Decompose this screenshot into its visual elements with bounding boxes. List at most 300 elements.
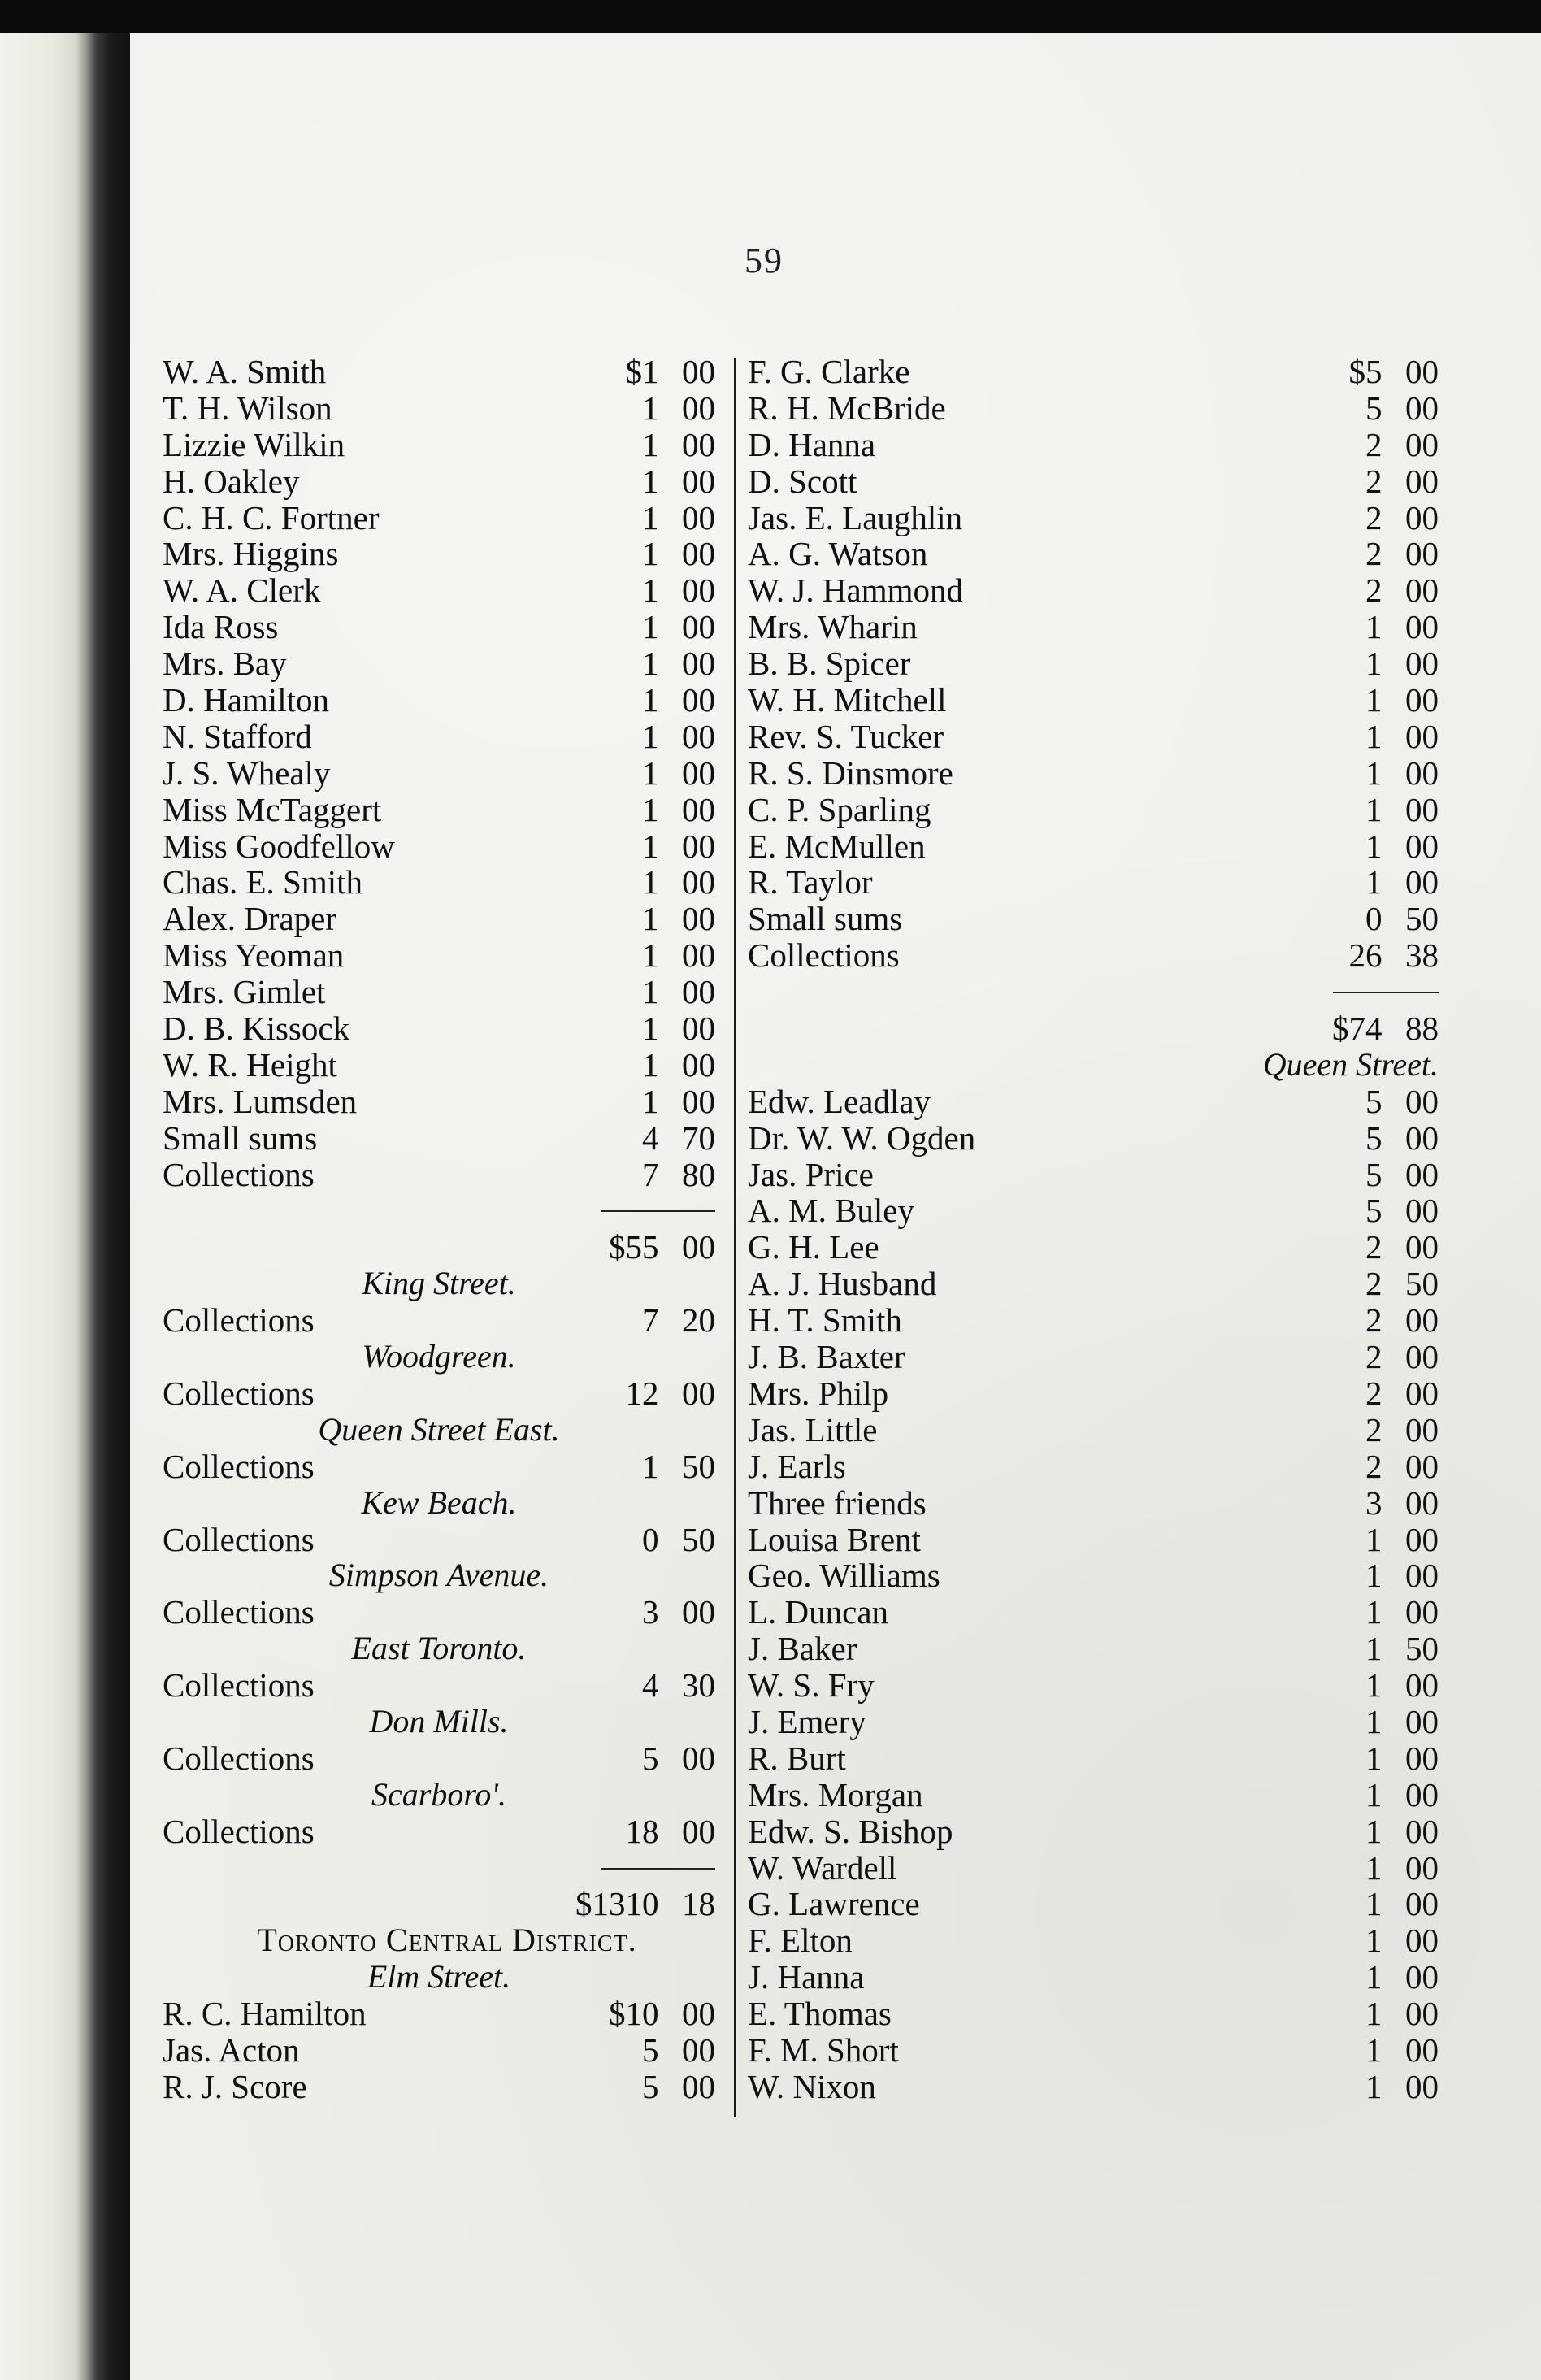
amount-dollars: 2 [1365, 1447, 1383, 1485]
ledger-entry [163, 1302, 849, 1339]
amount [1296, 1120, 1439, 1157]
amount-cents: 00 [1405, 1922, 1439, 1960]
amount [1296, 609, 1439, 645]
amount [573, 1375, 715, 1412]
amount [1296, 1850, 1439, 1887]
amount-cents: 00 [1405, 717, 1439, 755]
amount [573, 536, 715, 572]
amount-dollars: 1 [642, 681, 659, 719]
contributor-name: J. B. Baxter [748, 1338, 905, 1376]
ledger-entry [748, 1120, 1439, 1157]
amount [573, 1667, 715, 1704]
amount-dollars: 1 [1365, 1812, 1383, 1850]
ledger-entry [163, 719, 849, 755]
amount-dollars: 1 [642, 827, 659, 865]
amount-dollars: 5 [642, 2030, 659, 2069]
amount-dollars: 1 [642, 608, 659, 646]
amount-cents: 00 [682, 1812, 715, 1850]
amount-dollars: 1 [1365, 863, 1383, 901]
contributor-name: Mrs. Philp [748, 1374, 889, 1412]
ledger-entry [163, 2032, 849, 2069]
section-heading [163, 1704, 849, 1740]
ledger-entry [748, 1631, 1439, 1667]
amount-cents: 00 [1405, 1702, 1439, 1740]
ledger-entry [748, 463, 1439, 500]
amount [573, 1047, 715, 1084]
contributor-name: Louisa Brent [748, 1520, 921, 1558]
amount-dollars: $1 [625, 353, 659, 390]
amount [1296, 864, 1439, 901]
amount-cents: 00 [682, 2030, 715, 2069]
amount-cents: 00 [1405, 571, 1439, 610]
section-heading-text: Woodgreen. [362, 1338, 516, 1375]
amount-cents: 00 [682, 1739, 715, 1777]
section-heading-text: Don Mills. [369, 1702, 509, 1739]
amount [1296, 500, 1439, 536]
contributor-name: C. H. C. Fortner [163, 498, 380, 536]
ledger-entry [748, 500, 1439, 536]
contributor-name: Alex. Draper [163, 900, 337, 938]
subtotal-row [163, 1886, 849, 1922]
amount [1296, 536, 1439, 572]
contributor-name: Collections [163, 1374, 315, 1412]
amount-cents: 00 [682, 1082, 715, 1120]
amount-dollars: 2 [1365, 571, 1383, 610]
amount [1296, 1959, 1439, 1996]
contributor-name: J. Hanna [748, 1958, 865, 1996]
amount [1296, 1485, 1439, 1522]
amount-cents: 00 [1405, 645, 1439, 683]
section-heading-text: Elm Street. [367, 1958, 511, 1996]
amount [1296, 1886, 1439, 1922]
amount [1296, 1667, 1439, 1704]
contributor-name: Collections [163, 1301, 315, 1340]
contributor-name: R. Burt [748, 1739, 846, 1777]
amount-cents: 00 [1405, 2030, 1439, 2069]
amount-dollars: 4 [642, 1666, 659, 1705]
contributor-name: E. McMullen [748, 827, 926, 865]
amount-cents: 00 [1405, 389, 1439, 427]
section-heading [163, 1485, 849, 1522]
amount [573, 1740, 715, 1777]
amount-cents: 00 [1405, 1885, 1439, 1923]
amount [573, 1157, 715, 1193]
amount [1296, 1192, 1439, 1229]
ledger-entry [748, 792, 1439, 828]
amount-dollars: 1 [1365, 1995, 1383, 2033]
amount-dollars: 1 [642, 425, 659, 463]
contributor-name: W. H. Mitchell [748, 681, 947, 719]
amount [1296, 937, 1439, 974]
contributor-name: L. Duncan [748, 1593, 889, 1631]
amount-cents: 00 [682, 571, 715, 610]
section-heading [163, 1959, 849, 1996]
amount-dollars: 1 [642, 900, 659, 938]
contributor-name: W. S. Fry [748, 1666, 875, 1705]
amount-dollars: 1 [1365, 645, 1383, 683]
amount-dollars: 2 [1365, 1410, 1383, 1448]
amount [1296, 390, 1439, 427]
amount [573, 1229, 715, 1266]
ledger-entry [163, 1996, 849, 2032]
contributor-name: Three friends [748, 1483, 927, 1522]
ledger-entry [163, 1157, 849, 1193]
contributor-name: Jas. Price [748, 1155, 874, 1193]
amount-cents: 70 [682, 1118, 715, 1157]
amount [573, 2032, 715, 2069]
amount [573, 864, 715, 901]
amount-cents: 50 [1405, 900, 1439, 938]
amount [1296, 1704, 1439, 1740]
amount [1296, 354, 1439, 390]
amount-cents: 50 [682, 1447, 715, 1485]
contributor-name: Geo. Williams [748, 1557, 940, 1595]
sum-rule [163, 1192, 849, 1229]
amount-cents: 00 [1405, 1228, 1439, 1266]
contributor-name: Mrs. Morgan [748, 1775, 923, 1813]
amount-dollars: 1 [1365, 1775, 1383, 1813]
contributor-name: N. Stafford [163, 717, 312, 755]
ledger-entry [748, 1557, 1439, 1594]
amount [573, 682, 715, 719]
sum-rule-line [1333, 992, 1439, 993]
amount-cents: 00 [1405, 1118, 1439, 1157]
amount-dollars: 2 [1365, 1265, 1383, 1303]
amount-dollars: 1 [642, 973, 659, 1011]
amount-cents: 38 [1405, 936, 1439, 975]
ledger-entry [748, 1813, 1439, 1850]
contributor-name: Rev. S. Tucker [748, 717, 944, 755]
amount-dollars: 1 [642, 936, 659, 975]
contributor-name: R. S. Dinsmore [748, 754, 953, 792]
amount-cents: 00 [682, 863, 715, 901]
amount-cents: 00 [1405, 2067, 1439, 2105]
contributor-name: G. H. Lee [748, 1228, 879, 1266]
amount-dollars: 0 [1365, 900, 1383, 938]
amount-cents: 00 [682, 717, 715, 755]
amount [573, 572, 715, 609]
amount [1296, 1922, 1439, 1959]
section-heading [163, 1777, 849, 1813]
amount-cents: 30 [682, 1666, 715, 1705]
contributor-name: R. C. Hamilton [163, 1995, 367, 2033]
ledger-entry [163, 1813, 849, 1850]
ledger-entry [748, 1740, 1439, 1777]
amount-dollars: 7 [642, 1155, 659, 1193]
ledger-entry [748, 1886, 1439, 1922]
amount-dollars: 5 [642, 1739, 659, 1777]
amount [1296, 1157, 1439, 1193]
ledger-entry [163, 645, 849, 682]
amount-cents: 00 [682, 827, 715, 865]
ledger-entry [163, 463, 849, 500]
amount [573, 463, 715, 500]
contributor-name: Collections [163, 1812, 315, 1850]
amount-dollars: 1 [642, 571, 659, 610]
ledger-entry [748, 1229, 1439, 1266]
amount-dollars: 2 [1365, 535, 1383, 573]
amount-dollars: 1 [642, 1447, 659, 1485]
amount-cents: 00 [1405, 1410, 1439, 1448]
sum-rule [748, 974, 1439, 1010]
amount [573, 1594, 715, 1631]
ledger-entry [748, 1448, 1439, 1485]
amount [1296, 1375, 1439, 1412]
contributor-name: Collections [748, 936, 900, 975]
contributor-name: Small sums [163, 1118, 318, 1157]
amount-cents: 00 [1405, 1374, 1439, 1412]
amount-dollars: 2 [1365, 425, 1383, 463]
amount [1296, 1010, 1439, 1047]
amount-dollars: 1 [1365, 1702, 1383, 1740]
amount-cents: 00 [1405, 1995, 1439, 2033]
amount-dollars: 26 [1348, 936, 1383, 975]
amount-cents: 00 [1405, 1958, 1439, 1996]
contributor-name: W. Wardell [748, 1848, 897, 1887]
ledger-entry [163, 1740, 849, 1777]
ledger-entry [163, 682, 849, 719]
amount-dollars: 1 [642, 1045, 659, 1084]
amount [573, 1120, 715, 1157]
amount-cents: 00 [1405, 425, 1439, 463]
amount-dollars: 1 [642, 790, 659, 828]
amount [1296, 755, 1439, 792]
ledger-entry [748, 2032, 1439, 2069]
contributor-name: A. G. Watson [748, 535, 928, 573]
contributor-name: Edw. S. Bishop [748, 1812, 953, 1850]
contributor-name: J. Baker [748, 1630, 857, 1668]
district-heading [163, 1922, 849, 1959]
amount [1296, 1302, 1439, 1339]
amount-dollars: 1 [642, 754, 659, 792]
contributor-name: H. T. Smith [748, 1301, 902, 1340]
amount [1296, 901, 1439, 937]
amount-dollars: 1 [1365, 827, 1383, 865]
section-heading-text: Queen Street East. [318, 1410, 560, 1448]
ledger-entry [163, 1047, 849, 1084]
amount-cents: 00 [682, 498, 715, 536]
contributor-name: Miss Yeoman [163, 936, 345, 975]
amount-cents: 00 [1405, 1739, 1439, 1777]
ledger-entry [163, 500, 849, 536]
amount [1296, 1813, 1439, 1850]
amount [1296, 1631, 1439, 1667]
amount-cents: 00 [1405, 681, 1439, 719]
subtotal-row [748, 1010, 1439, 1047]
left-column [163, 354, 849, 2105]
amount [1296, 2069, 1439, 2105]
contributor-name: Small sums [748, 900, 903, 938]
contributor-name: Ida Ross [163, 608, 279, 646]
amount-cents: 00 [682, 936, 715, 975]
amount [1296, 828, 1439, 865]
amount-cents: 00 [1405, 1775, 1439, 1813]
amount-cents: 00 [1405, 1812, 1439, 1850]
contributor-name: B. B. Spicer [748, 645, 911, 683]
right-column [748, 354, 1439, 2105]
ledger-entry [748, 1667, 1439, 1704]
amount [1296, 1229, 1439, 1266]
ledger-entry [748, 1704, 1439, 1740]
section-heading [748, 1047, 1439, 1084]
amount-dollars: 2 [1365, 1228, 1383, 1266]
ledger-entry [163, 1448, 849, 1485]
amount-cents: 00 [682, 1045, 715, 1084]
district-heading-text: Toronto Central District. [257, 1922, 637, 1959]
section-heading-text: Kew Beach. [361, 1483, 517, 1521]
amount-cents: 00 [682, 2067, 715, 2105]
amount-dollars: 2 [1365, 462, 1383, 500]
amount-dollars: 5 [1365, 389, 1383, 427]
ledger-entry [163, 1010, 849, 1047]
amount-cents: 00 [682, 1995, 715, 2033]
amount-dollars: 2 [1365, 1338, 1383, 1376]
amount-cents: 00 [1405, 754, 1439, 792]
contributor-name: T. H. Wilson [163, 389, 332, 427]
contributor-name: H. Oakley [163, 462, 300, 500]
contributor-name: F. G. Clarke [748, 353, 910, 390]
amount-dollars: 2 [1365, 498, 1383, 536]
section-heading [163, 1631, 849, 1667]
contributor-name: D. Scott [748, 462, 857, 500]
amount-cents: 00 [1405, 827, 1439, 865]
contributor-name: Mrs. Bay [163, 645, 287, 683]
amount-cents: 00 [682, 425, 715, 463]
amount-dollars: 1 [1365, 790, 1383, 828]
contributor-name: Collections [163, 1666, 315, 1705]
amount-dollars: 18 [625, 1812, 659, 1850]
contributor-name: D. Hamilton [163, 681, 329, 719]
sum-rule-line [601, 1868, 715, 1870]
amount-dollars: 1 [1365, 754, 1383, 792]
contributor-name: J. S. Whealy [163, 754, 331, 792]
contributor-name: D. Hanna [748, 425, 876, 463]
amount-dollars: 5 [1365, 1155, 1383, 1193]
amount [1296, 463, 1439, 500]
contributor-name: R. J. Score [163, 2067, 307, 2105]
amount-cents: 00 [682, 790, 715, 828]
amount [1296, 1522, 1439, 1558]
amount-cents: 00 [1405, 498, 1439, 536]
amount [573, 974, 715, 1010]
ledger-entry [748, 1996, 1439, 2032]
amount-cents: 18 [682, 1885, 715, 1923]
amount [573, 1084, 715, 1120]
section-heading [163, 1266, 849, 1302]
amount [573, 609, 715, 645]
section-heading-text: Simpson Avenue. [328, 1557, 549, 1594]
contributor-name: F. Elton [748, 1922, 853, 1960]
amount [1296, 1448, 1439, 1485]
contributor-name: F. M. Short [748, 2030, 899, 2069]
contributor-name: Jas. Little [748, 1410, 878, 1448]
amount-dollars: 1 [642, 535, 659, 573]
ledger-entry [748, 645, 1439, 682]
ledger-entry [748, 1084, 1439, 1120]
ledger-entry [748, 427, 1439, 463]
amount-dollars: 1 [642, 1010, 659, 1048]
ledger-entry [748, 1959, 1439, 1996]
amount-dollars: 1 [642, 498, 659, 536]
amount-cents: 00 [682, 645, 715, 683]
ledger-entry [748, 828, 1439, 865]
amount-cents: 00 [1405, 1666, 1439, 1705]
ledger-entry [748, 1922, 1439, 1959]
ledger-entry [163, 1667, 849, 1704]
amount-dollars: 1 [1365, 717, 1383, 755]
amount [573, 427, 715, 463]
contributor-name: J. Emery [748, 1702, 866, 1740]
ledger-entry [748, 1302, 1439, 1339]
amount-cents: 88 [1405, 1010, 1439, 1048]
amount [573, 1010, 715, 1047]
amount-cents: 00 [1405, 863, 1439, 901]
amount-dollars: 4 [642, 1118, 659, 1157]
amount-cents: 00 [682, 1374, 715, 1412]
amount [573, 2069, 715, 2105]
book-spine-binding [0, 33, 138, 2380]
contributor-name: Chas. E. Smith [163, 863, 363, 901]
ledger-entry [163, 937, 849, 974]
amount-dollars: 5 [642, 2067, 659, 2105]
amount [573, 755, 715, 792]
amount [573, 937, 715, 974]
subtotal-row [163, 1229, 849, 1266]
amount [1296, 2032, 1439, 2069]
amount-dollars: 1 [642, 645, 659, 683]
amount [573, 354, 715, 390]
ledger-entry [163, 427, 849, 463]
amount-dollars: 1 [1365, 1557, 1383, 1595]
ledger-entry [748, 937, 1439, 974]
amount-dollars: 1 [642, 1082, 659, 1120]
contributor-name: R. Taylor [748, 863, 873, 901]
amount-cents: 80 [682, 1155, 715, 1193]
amount [573, 1448, 715, 1485]
ledger-entry [748, 1522, 1439, 1558]
amount-cents: 00 [1405, 1338, 1439, 1376]
amount-cents: 00 [1405, 790, 1439, 828]
contributor-name: A. M. Buley [748, 1192, 914, 1230]
ledger-entry [748, 572, 1439, 609]
amount-dollars: 1 [1365, 681, 1383, 719]
amount-dollars: 1 [1365, 2030, 1383, 2069]
amount-cents: 50 [1405, 1265, 1439, 1303]
amount-cents: 00 [1405, 608, 1439, 646]
amount-cents: 00 [682, 608, 715, 646]
contributor-name: Mrs. Gimlet [163, 973, 326, 1011]
amount-cents: 00 [1405, 1447, 1439, 1485]
amount-cents: 00 [682, 535, 715, 573]
contributor-name: R. H. McBride [748, 389, 946, 427]
ledger-entry [748, 1777, 1439, 1813]
contributor-name: W. R. Height [163, 1045, 337, 1084]
ledger-entry [163, 536, 849, 572]
sum-rule-line [601, 1210, 715, 1212]
ledger-entry [748, 1339, 1439, 1375]
contributor-name: Collections [163, 1739, 315, 1777]
amount-dollars: 1 [642, 462, 659, 500]
amount-dollars: 1 [642, 717, 659, 755]
amount-dollars: 1 [1365, 1848, 1383, 1887]
amount-cents: 00 [1405, 353, 1439, 390]
section-heading-text: King Street. [362, 1265, 516, 1302]
amount-dollars: 1 [1365, 1739, 1383, 1777]
amount [1296, 1594, 1439, 1631]
amount [1296, 1412, 1439, 1448]
amount-dollars: 1 [1365, 1520, 1383, 1558]
amount [1296, 645, 1439, 682]
